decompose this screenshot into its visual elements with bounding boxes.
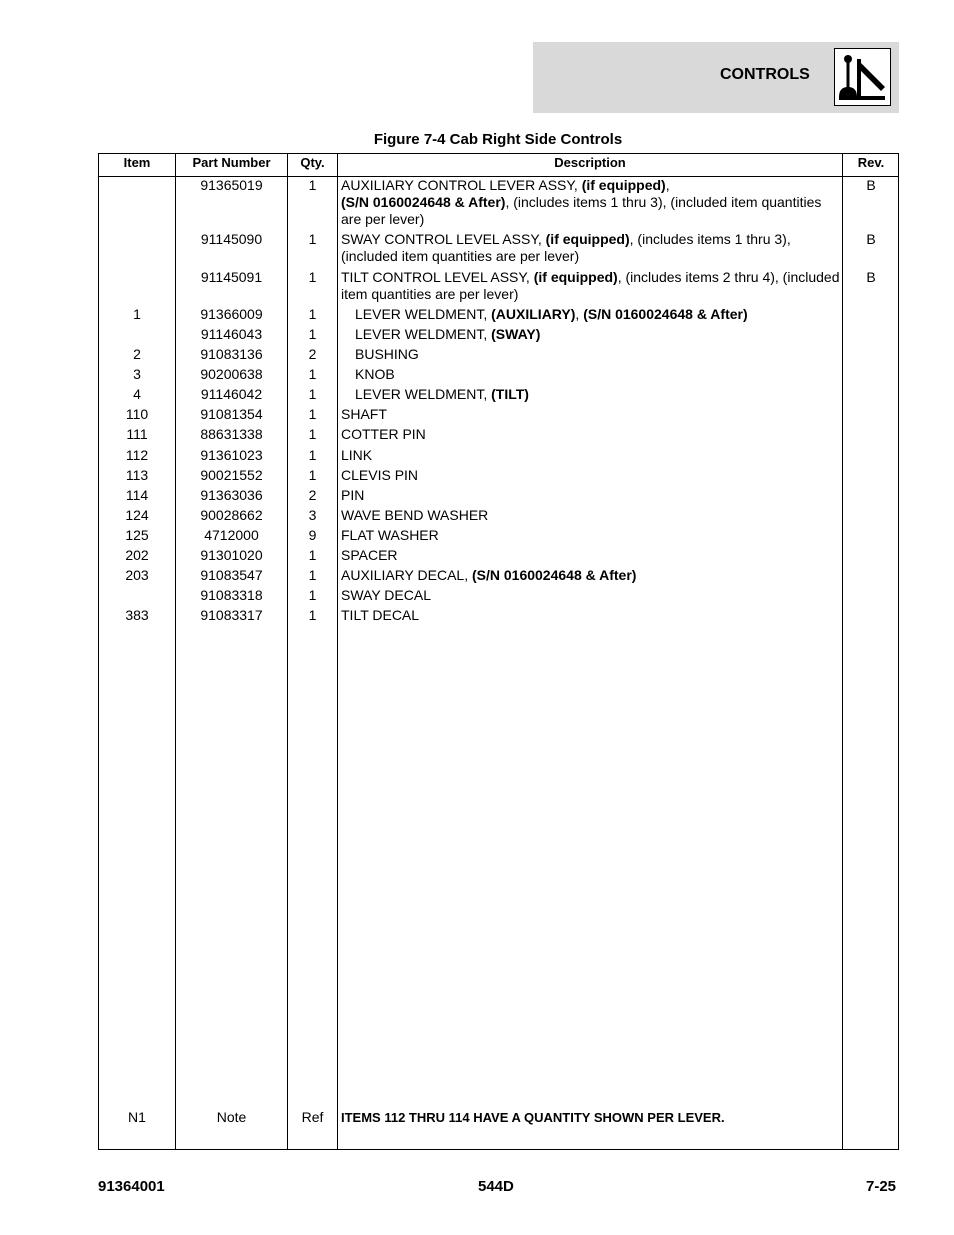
figure-title: Figure 7-4 Cab Right Side Controls [373, 131, 623, 148]
row-quantity: 1 [308, 386, 317, 402]
row-description [341, 607, 841, 624]
row-item-number: 4 [133, 386, 141, 402]
row-quantity: 1 [308, 607, 317, 623]
row-quantity: 2 [308, 346, 317, 362]
row-revision: B [866, 231, 876, 247]
description-text: , [665, 177, 670, 193]
description-text: LEVER WELDMENT, [355, 386, 492, 402]
description-bold-text: (if equipped) [545, 231, 630, 247]
row-description [341, 269, 841, 303]
note-qty: Ref [301, 1109, 324, 1125]
row-quantity: 2 [308, 487, 317, 503]
row-part-number: 91361023 [200, 447, 263, 463]
row-part-number: 91301020 [200, 547, 263, 563]
row-quantity: 9 [308, 527, 317, 543]
description-text: TILT CONTROL LEVEL ASSY, [341, 269, 534, 285]
row-quantity: 1 [308, 447, 317, 463]
parts-table [98, 153, 899, 1150]
row-quantity: 1 [308, 366, 317, 382]
column-header-qty: Qty. [300, 155, 325, 170]
row-quantity: 1 [308, 231, 317, 247]
row-quantity: 1 [308, 467, 317, 483]
row-part-number: 91145090 [200, 231, 263, 247]
description-text: LEVER WELDMENT, [355, 306, 492, 322]
description-text: KNOB [355, 366, 395, 382]
row-quantity: 3 [308, 507, 317, 523]
row-quantity: 1 [308, 547, 317, 563]
row-description [341, 527, 841, 544]
row-description [341, 447, 841, 464]
row-part-number: 91083317 [200, 607, 263, 623]
row-revision: B [866, 269, 876, 285]
description-text: PIN [341, 487, 365, 503]
row-quantity: 1 [308, 269, 317, 285]
row-description [341, 426, 841, 443]
column-header-item: Item [123, 155, 151, 170]
row-item-number: 111 [126, 426, 148, 442]
description-text: FLAT WASHER [341, 527, 439, 543]
description-bold-text: (TILT) [491, 386, 529, 402]
row-revision: B [866, 177, 876, 193]
row-description [341, 467, 841, 484]
row-item-number: 114 [125, 487, 149, 503]
description-text: SWAY CONTROL LEVEL ASSY, [341, 231, 546, 247]
row-quantity: 1 [308, 177, 317, 193]
row-description [341, 507, 841, 524]
row-part-number: 90200638 [200, 366, 263, 382]
description-text: SWAY DECAL [341, 587, 431, 603]
description-text: SHAFT [341, 406, 387, 422]
row-description [341, 547, 841, 564]
description-text: , [575, 306, 584, 322]
row-part-number: 90021552 [200, 467, 263, 483]
row-part-number: 4712000 [204, 527, 259, 543]
row-item-number: 125 [125, 527, 149, 543]
row-quantity: 1 [308, 306, 317, 322]
description-text: WAVE BEND WASHER [341, 507, 489, 523]
row-description [355, 386, 855, 403]
description-text: , (includes items 1 thru 3), (included item quantities are per lever) [341, 231, 791, 264]
section-title: CONTROLS [720, 66, 810, 83]
note-item: N1 [128, 1109, 146, 1125]
row-description [355, 306, 855, 323]
row-item-number: 202 [125, 547, 149, 563]
description-bold-text: (SWAY) [491, 326, 541, 342]
row-quantity: 1 [308, 426, 317, 442]
description-text: BUSHING [355, 346, 419, 362]
row-quantity: 1 [308, 567, 317, 583]
row-description [341, 587, 841, 604]
row-item-number: 1 [133, 306, 141, 322]
description-text: LEVER WELDMENT, [355, 326, 492, 342]
description-text: AUXILIARY DECAL, [341, 567, 472, 583]
row-item-number: 3 [133, 366, 141, 382]
footer-document-number: 91364001 [98, 1178, 165, 1195]
row-part-number: 91145091 [200, 269, 263, 285]
note-part: Note [216, 1109, 247, 1125]
note-description: ITEMS 112 THRU 114 HAVE A QUANTITY SHOWN PER LEVER. [341, 1110, 725, 1125]
row-part-number: 91083318 [200, 587, 263, 603]
row-part-number: 90028662 [200, 507, 263, 523]
description-bold-text: (S/N 0160024648 & After) [341, 194, 506, 210]
row-item-number: 124 [125, 507, 149, 523]
row-description [355, 346, 855, 363]
description-text: , (includes items 2 thru 4), (included item quantities are per lever) [341, 269, 840, 302]
row-part-number: 91366009 [200, 306, 263, 322]
row-part-number: 91146043 [200, 326, 263, 342]
row-item-number: 110 [125, 406, 149, 422]
row-quantity: 1 [308, 406, 317, 422]
description-bold-text: (if equipped) [581, 177, 666, 193]
row-part-number: 91083547 [200, 567, 263, 583]
row-item-number: 113 [125, 467, 149, 483]
row-part-number: 91363036 [200, 487, 263, 503]
column-header-rev: Rev. [857, 155, 885, 170]
description-bold-text: (S/N 0160024648 & After) [471, 567, 637, 583]
row-description [341, 487, 841, 504]
description-bold-text: (S/N 0160024648 & After) [583, 306, 748, 322]
row-part-number: 91365019 [200, 177, 263, 193]
description-text: LINK [341, 447, 373, 463]
footer-page-number: 7-25 [866, 1178, 897, 1195]
row-part-number: 91146042 [200, 386, 263, 402]
description-text: CLEVIS PIN [341, 467, 419, 483]
description-text: TILT DECAL [341, 607, 420, 623]
description-text: SPACER [341, 547, 398, 563]
footer-model: 544D [478, 1178, 514, 1195]
column-header-description: Description [554, 155, 626, 170]
description-bold-text: (AUXILIARY) [491, 306, 576, 322]
joystick-control-icon [834, 48, 891, 106]
row-part-number: 91081354 [200, 406, 263, 422]
description-bold-text: (if equipped) [533, 269, 618, 285]
description-text: , (includes items 1 thru 3), (included item quantities are per lever) [341, 194, 822, 227]
column-header-part-number: Part Number [192, 155, 271, 170]
row-description [355, 326, 855, 343]
row-description [341, 567, 841, 584]
row-part-number: 91083136 [200, 346, 263, 362]
description-text: COTTER PIN [341, 426, 426, 442]
row-item-number: 383 [125, 607, 149, 623]
row-description [355, 366, 855, 383]
row-item-number: 203 [125, 567, 149, 583]
row-quantity: 1 [308, 587, 317, 603]
row-item-number: 2 [133, 346, 141, 362]
row-description [341, 406, 841, 423]
description-text: AUXILIARY CONTROL LEVER ASSY, [341, 177, 582, 193]
row-quantity: 1 [308, 326, 317, 342]
row-description [341, 231, 841, 265]
row-description [341, 177, 841, 228]
row-item-number: 112 [125, 447, 149, 463]
row-part-number: 88631338 [200, 426, 263, 442]
